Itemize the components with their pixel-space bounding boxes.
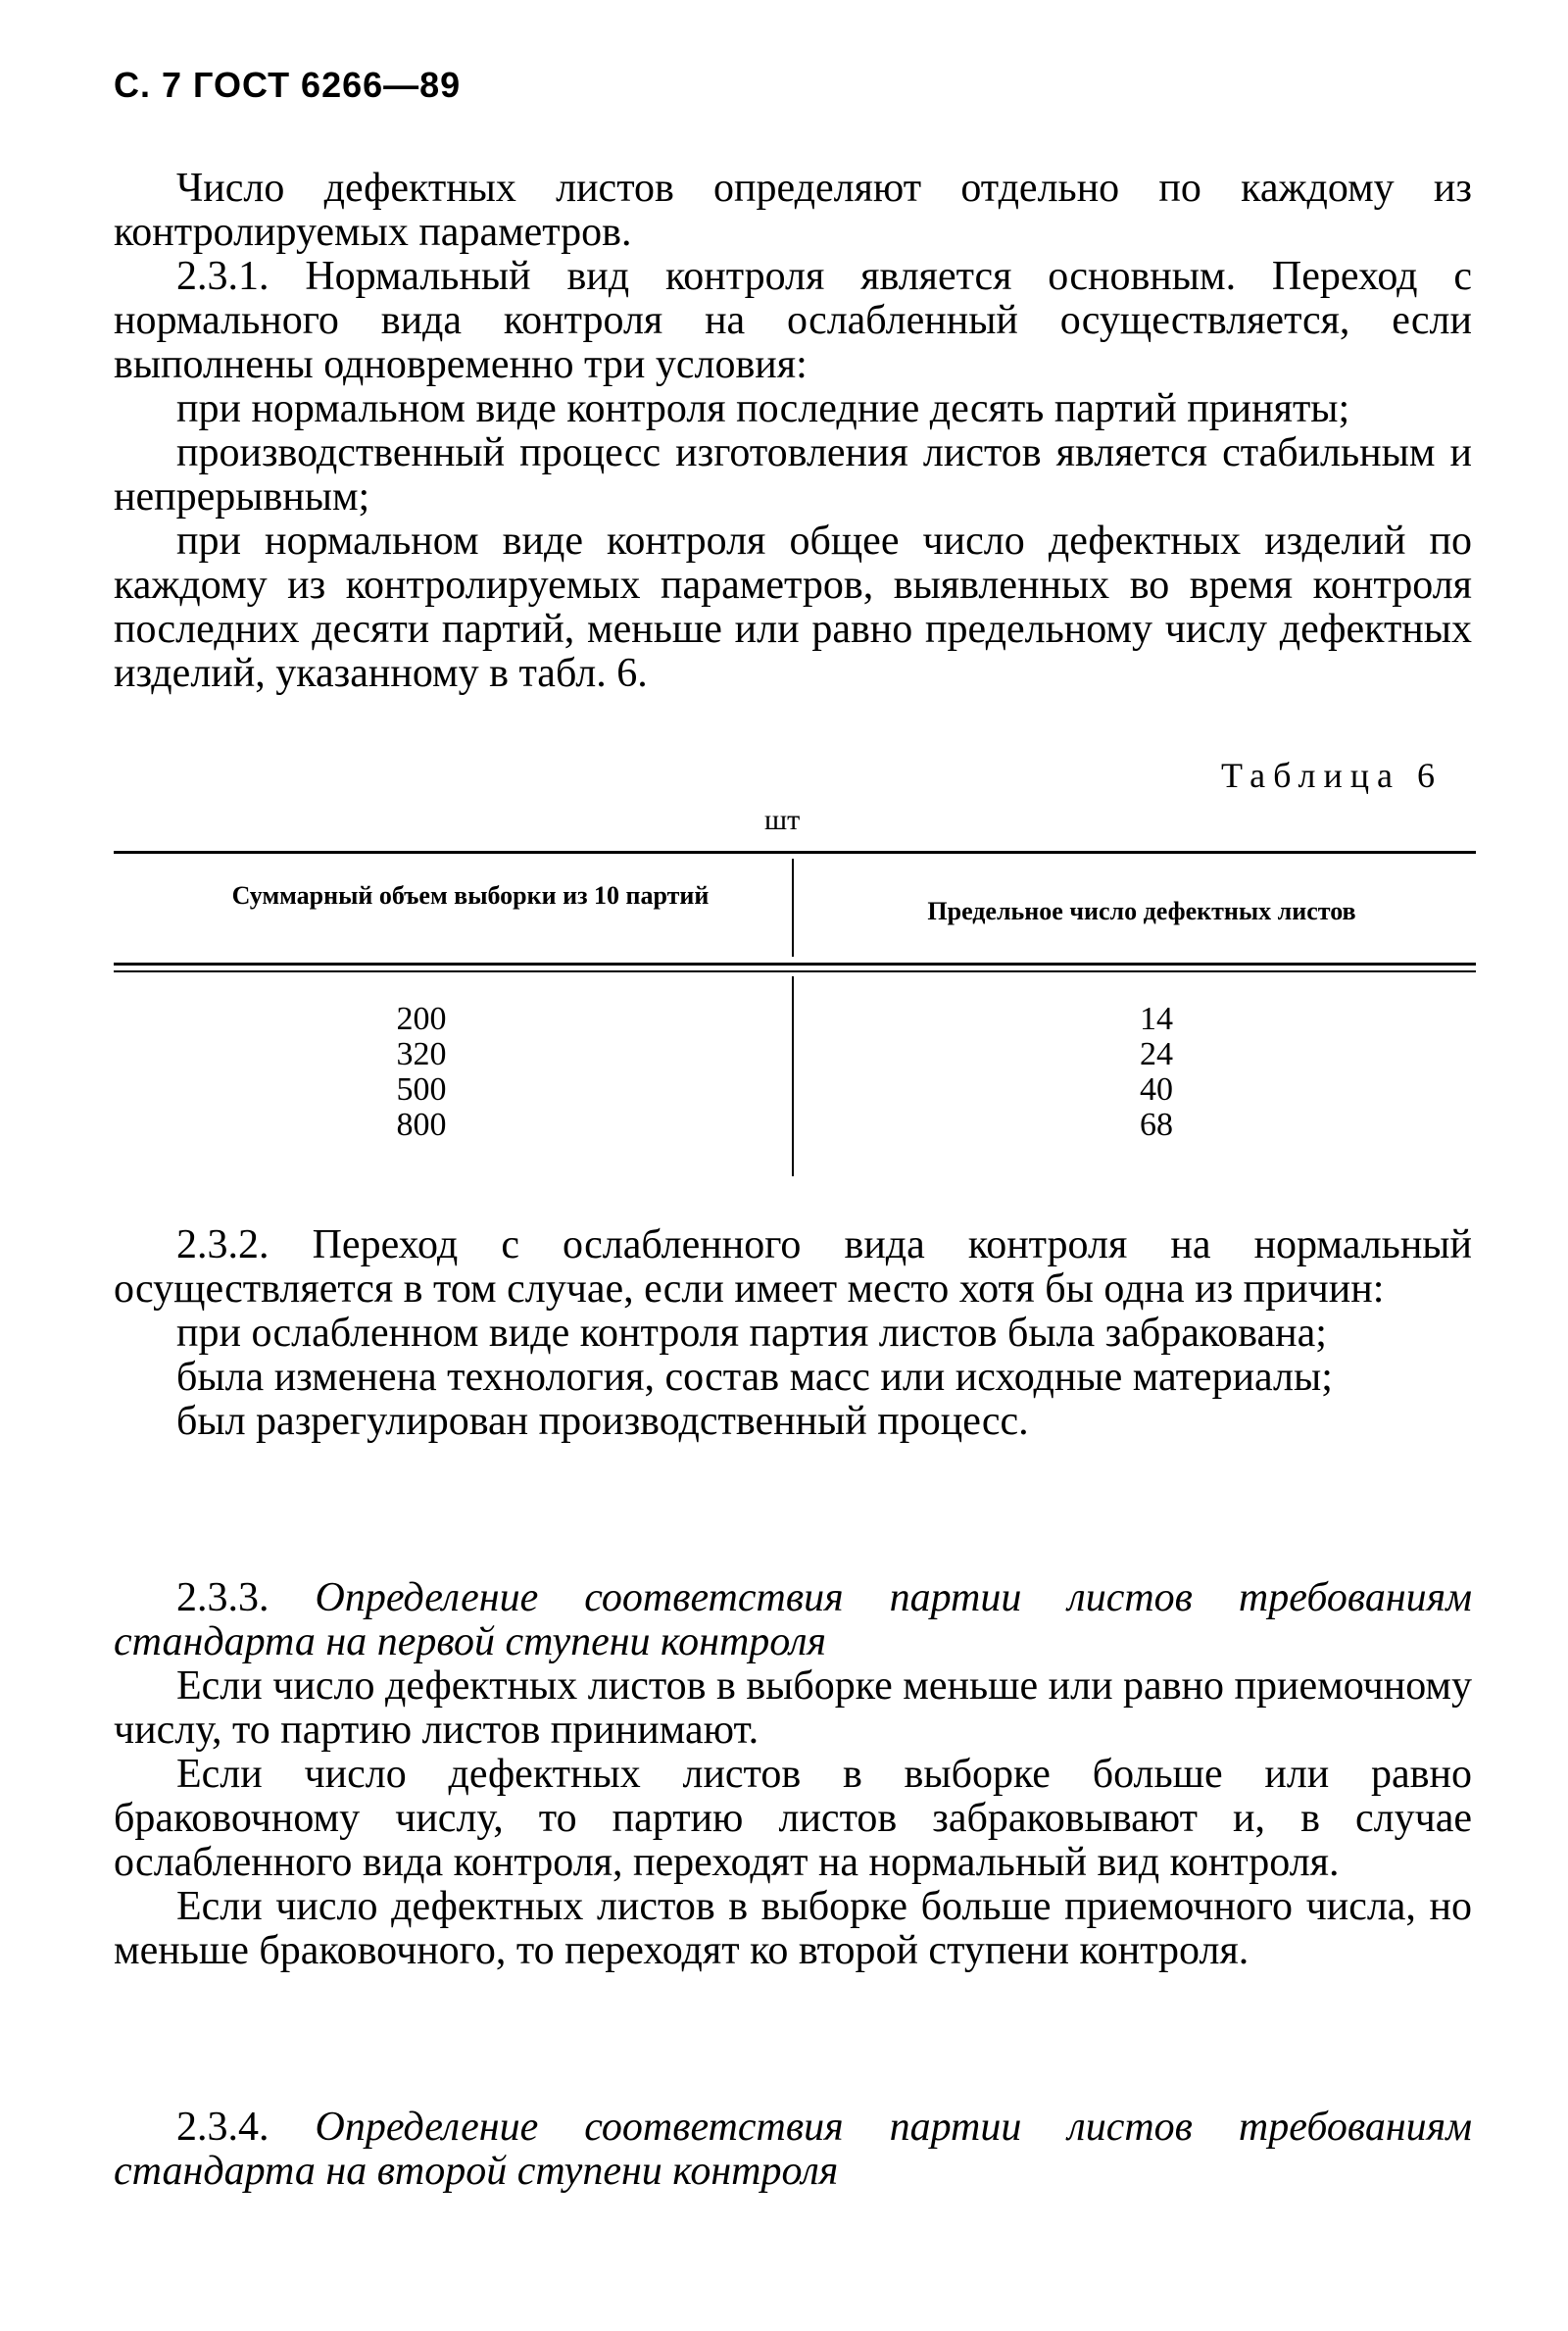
table-header-col2: Предельное число дефектных листов xyxy=(927,897,1356,925)
section-heading xyxy=(114,1576,1472,1664)
paragraph: Если число дефектных листов в выборке больше или равно браковочному числу, то партию листов забраковывают и, в случае ослабленного вида контроля, переходят на нормальный вид контроля. xyxy=(114,1752,1472,1885)
intro-text xyxy=(114,167,1472,696)
table-units: шт xyxy=(764,804,801,836)
paragraph: Число дефектных листов определяют отдельно по каждому из контролируемых параметров. xyxy=(114,166,1472,255)
table-column-divider xyxy=(792,859,794,957)
table-cell: 800 xyxy=(396,1107,447,1143)
section-number: 2.3.3. xyxy=(176,1575,270,1620)
table-cell: 40 xyxy=(1140,1071,1173,1108)
paragraph: 2.3.1. Нормальный вид контроля является основным. Переход с нормального вида контроля на ослабленный осуществляется, если выполнены одновременно три условия: xyxy=(114,254,1472,387)
section-title: Определение соответствия партии листов требованиям стандарта на второй ступени контроля xyxy=(114,2105,1472,2194)
table-cell: 14 xyxy=(1140,1001,1173,1037)
table-col1-values xyxy=(323,1002,519,1143)
table-top-rule xyxy=(114,851,1476,854)
paragraph: при нормальном виде контроля последние десять партий приняты; xyxy=(176,386,1350,431)
table-cell: 68 xyxy=(1140,1107,1173,1143)
paragraph: была изменена технология, состав масс или исходные материалы; xyxy=(176,1355,1333,1400)
table-cell: 24 xyxy=(1140,1036,1173,1072)
section-number: 2.3.4. xyxy=(176,2105,270,2150)
section-heading xyxy=(114,2106,1472,2194)
paragraph: Если число дефектных листов в выборке больше приемочного числа, но меньше браковочного, то переходят ко второй ступени контроля. xyxy=(114,1884,1472,1973)
section-2-3-3 xyxy=(114,1576,1472,1973)
page-header: С. 7 ГОСТ 6266—89 xyxy=(114,65,462,105)
table-col2-values xyxy=(1058,1002,1254,1143)
table-header-rule-2 xyxy=(114,970,1476,972)
paragraph: при нормальном виде контроля общее число дефектных изделий по каждому из контролируемых параметров, выявленных во время контроля последних десяти партий, меньше или равно предельному числу дефектных изделий, указанному в табл. 6. xyxy=(114,519,1472,696)
paragraph: производственный процесс изготовления листов является стабильным и непрерывным; xyxy=(114,430,1472,520)
paragraph: при ослабленном виде контроля партия листов была забракована; xyxy=(176,1311,1327,1356)
paragraph: Если число дефектных листов в выборке меньше или равно приемочному числу, то партию листов принимают. xyxy=(114,1663,1472,1753)
table-column-divider xyxy=(792,976,794,1176)
section-2-3-2 xyxy=(114,1223,1472,1444)
section-title: Определение соответствия партии листов требованиям стандарта на первой ступени контроля xyxy=(114,1575,1472,1664)
section-2-3-4 xyxy=(114,2106,1472,2194)
table-cell: 320 xyxy=(396,1036,447,1072)
table-header-rule xyxy=(114,963,1476,966)
table-header-col1: Суммарный объем выборки из 10 партий xyxy=(231,881,710,910)
table-cell: 200 xyxy=(396,1001,447,1037)
table-cell: 500 xyxy=(396,1071,447,1108)
table-caption: Таблица 6 xyxy=(1221,756,1443,795)
paragraph: 2.3.2. Переход с ослабленного вида контроля на нормальный осуществляется в том случае, если имеет место хотя бы одна из причин: xyxy=(114,1222,1472,1312)
paragraph: был разрегулирован производственный процесс. xyxy=(176,1399,1029,1444)
